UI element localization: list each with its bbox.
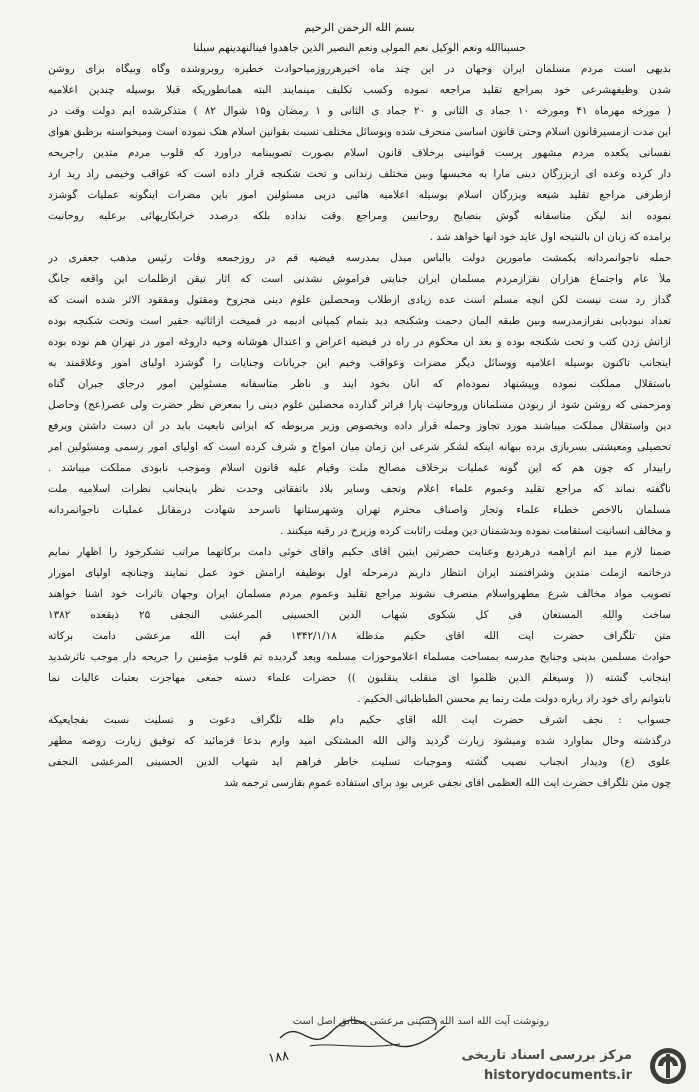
handwritten-number: ۱۸۸ xyxy=(267,1048,290,1067)
watermark-title: مرکز بررسی اسناد تاریخی xyxy=(461,1048,632,1063)
document-line: باستقلال مملکت نموده وپیشنهاد نموده‌ام که آنان بخود آیند و ناظر متأسفانه مسئولین امور درجای جبران گناه xyxy=(48,378,671,390)
document-line: درخاتمه ازملت متدین وشرافتمند ایران انتظار داریم درمرحله اول بوظیفه آرامش خود عمل نمایند وچنانچه اولیای امورار xyxy=(48,567,671,579)
document-line: درگذشته وحال بماوارد شده ومیشود زیارت گردید والی الله المشتکی امید وارم بدعا فرمائید که توفیق زیارت روضه مطهر xyxy=(48,735,671,747)
watermark xyxy=(432,1044,694,1088)
document-line: اینجانب تاکنون بوسیله اعلامیه ووسائل دیگر مضرات وعواقب وخیم این جریانات وجنایات را گوشزد اولیای امور وعلاقمند به xyxy=(48,357,671,369)
document-line: نفسانی یکعده مردم مشهور پرست قوانینی برخلاف قانون اسلام بصورت تصویبنامه درآورد که قلوب مردم متدین راجریحه xyxy=(48,147,671,159)
document-line: نموده اند لیکن متأسفانه گوش بنصایح روحانیین ومراجع وقت نداده بلکه درصدد خرابکاریهائی برعلیه روحانیت xyxy=(48,210,671,222)
document-line: ( مورخه مهرماه ۴۱ ومورخه ۱۰ جماد ی الثانی و ۲۰ جماد ی الثانی و ۱ رمضان و۱۵ شوال ۸۲ ) متذکرشده ایم دولت وقت در xyxy=(48,105,671,117)
document-line: ناگفته نماند که مراجع تقلید وعموم علماء اعلام وتجف وسایر بلاد باتفقاتی وحدت نظر باینجانب نظرات اسلامیه ملت xyxy=(48,483,671,495)
document-line: تحصیلی ومعیشتی بسربازی برده ببهانه اینکه لشکر شرعی این زمان میان امواج و شرف کرده است که اولیای امور رسمی ومسئولین امر xyxy=(48,441,671,453)
document-line: مسلمان بالاخص خطباء علماء وتجار واصناف محترم تهران وشهرستانها تاسرحد شهادت درمقابل عملیات ناجوانمردانه xyxy=(48,504,671,516)
document-line: این مدت ازمسیرقانون اسلام وحتی قانون اساسی منحرف شده وبوسائل مختلف نسبت بقوانین اسلام هتک نموده است ومیخواسته برطبق هوای xyxy=(48,126,671,138)
document-line: گداز رد ست نیست لکن آنچه مسلم است عده زیادی ازطلاب ومحصلین علوم دینی مجروح ومقتول ومفقود الاثر شده است که xyxy=(48,294,671,306)
watermark-url: historydocuments.ir xyxy=(483,1068,632,1083)
document-line: چون متن تلگراف حضرت آیت الله العظمی آقای نجفی عربی بود برای استفاده عموم بفارسی ترجمه شد xyxy=(224,777,671,789)
document-line: برآمده که زبان آن بالنتیجه اول عاید خود آنها خواهد شد . xyxy=(429,231,671,243)
document-line: و مخالف انسانیت استقامت نموده وبدشمنان دین وملت راثابت کرده وزیرخ در رقبه میکنند . xyxy=(280,525,671,537)
document-line: ملأ عام واجتماع هزاران نفرازمردم مسلمان ایران جنایتی فراموش نشدنی است که آثار تیقن ازظلمات این واقعه جانگ xyxy=(48,273,671,285)
document-line: شدن وظیفهشرعی خود بمراجع تقلید مراجعه نموده وکسب تکلیف مینمایند البته همانطوریکه قبلا بوسیله چندین اعلامیه xyxy=(48,84,671,96)
document-line: ومرحمتی که روشن شود از ربودن مسلمانان وروحانیت پارا فراتر گذارده محصلین علوم دینی را بمعرض نظر حضرت ولی عصر(عج) وحاصل xyxy=(48,399,671,411)
document-line: بدیهی است مردم مسلمان ایران وجهان در این چند ماه اخیرهرروزمیاحوادث خطیره روبروشده وگاه وبیگاه برای روشن xyxy=(48,63,671,75)
document-line: ازطرفی مراجع تقلید شیعه وبزرگان اسلام بوسیله اعلامیه هائیی دربی مسئولین امور باین مضرات اینگونه عملیات گوشزد xyxy=(48,189,671,201)
document-line: ضمنا لازم مید انم ازاهمه درهردیع وعنایت حضرتین آیتین آقای حکیم وآقای خوئی دامت برکاتهما مراتب تشکرخود را اظهار نمایم xyxy=(48,546,671,558)
document-line: ازآتش زدن کتب و تحت شکنجه بوده و بعد آن محکوم در راه در فیضیه اعراض و اعتدال هوشانه وحیه داروغه امور در تهران هم نوده بوده xyxy=(48,336,671,348)
document-line: تابتوانم رأی خود راد رباره دولت ملت رنما یم محسن الطباطبائی الحکیم . xyxy=(357,693,671,705)
document-line: ساخت والله المستعان فی کل شکوی شهاب الدین الحسینی المرعشی النجفی ۲۵ ذیقعده ۱۳۸۲ xyxy=(48,609,671,621)
document-line: حوادث مسلمین بدینی وجنایح مدرسه بمساحت مسلماء اعلاموحوزات مسلمه وبعد گردیده تم قلوب مؤمنین را جریحه دار موجب تأثرشدید xyxy=(48,651,671,663)
archive-logo-icon xyxy=(646,1046,690,1086)
document-line: دار کرده وعده ای ازبزرگان دینی مارا به محبسها وبین مختلف زندانی و تحت شکنجه قرار داده است که عواقب وخیمی راد رید ارد xyxy=(48,168,671,180)
document-line: تصویب مواد مخالف شرع مطهرواسلام منصرف نشوند مراجع تقلید وعموم مردم مسلمان ایران وجهان تأثرات خود آشنا خواهند xyxy=(48,588,671,600)
document-line: رابیدار که چون هم که این گونه عملیات برخلاف مصالح ملت وقیام علیه قانون اسلام وموجب نابودی مملکت میباشد . xyxy=(48,462,671,474)
signature-text: رونوشت آیت الله اسد الله حسینی مرعشی مطابق اصل است xyxy=(292,1016,549,1027)
document-line: حمله ناجوانمردانه یکمشت مأمورین دولت بالباس مبدل بمدرسه فیضیه قم در روزجمعه وفات رئیس مذهب جعفری در xyxy=(48,252,671,264)
document-line: تعداد نبودیابی نفرازمدرسه وبین طبقه آلمان دحمت وشکنجه دید بتمام کمپانی آدیمه در فمیخت ازاثاثیه حقیر است وتحت شکنجه بوده xyxy=(48,315,671,327)
basmala-heading: بسم الله الرحمن الرحیم xyxy=(304,22,415,34)
document-line: متن تلگراف حضرت آیت الله آقای حکیم مدظله ۱۳۴۲/۱/۱۸ قم آیت الله مرعشی دامت برکاته xyxy=(48,630,671,642)
document-line: دین واستقلال مملکت میباشند مورد تجاوز وحمله قرار داده وبخصوص وزیر مربوطه که ایرانی تابعیت باید در آن دست داشتن ویرفع xyxy=(48,420,671,432)
document-body xyxy=(48,22,671,798)
document-line: علوی (ع) ودیدار آنجناب نصیب گشته وموجبات تسلیت خاطر فراهم آید شهاب الدین الحسینی المرعشی النجفی xyxy=(48,756,671,768)
document-line: اینجانب گشته (( وسیعلم الذین ظلموا ای منقلب ینقلبون )) حضرات علماء دسته جمعی مهاجرت بعتبات عالیات نما xyxy=(48,672,671,684)
document-line: جسواب : نجف اشرف حضرت آیت الله آقای حکیم دام ظله تلگراف دعوت و تسلیت نسبت بفجایعیکه xyxy=(48,714,671,726)
document-line: حسبناالله ونعم الوکیل نعم المولی ونعم النصیر الذین جاهدوا فینالنهدینهم سبلنا xyxy=(193,42,526,54)
